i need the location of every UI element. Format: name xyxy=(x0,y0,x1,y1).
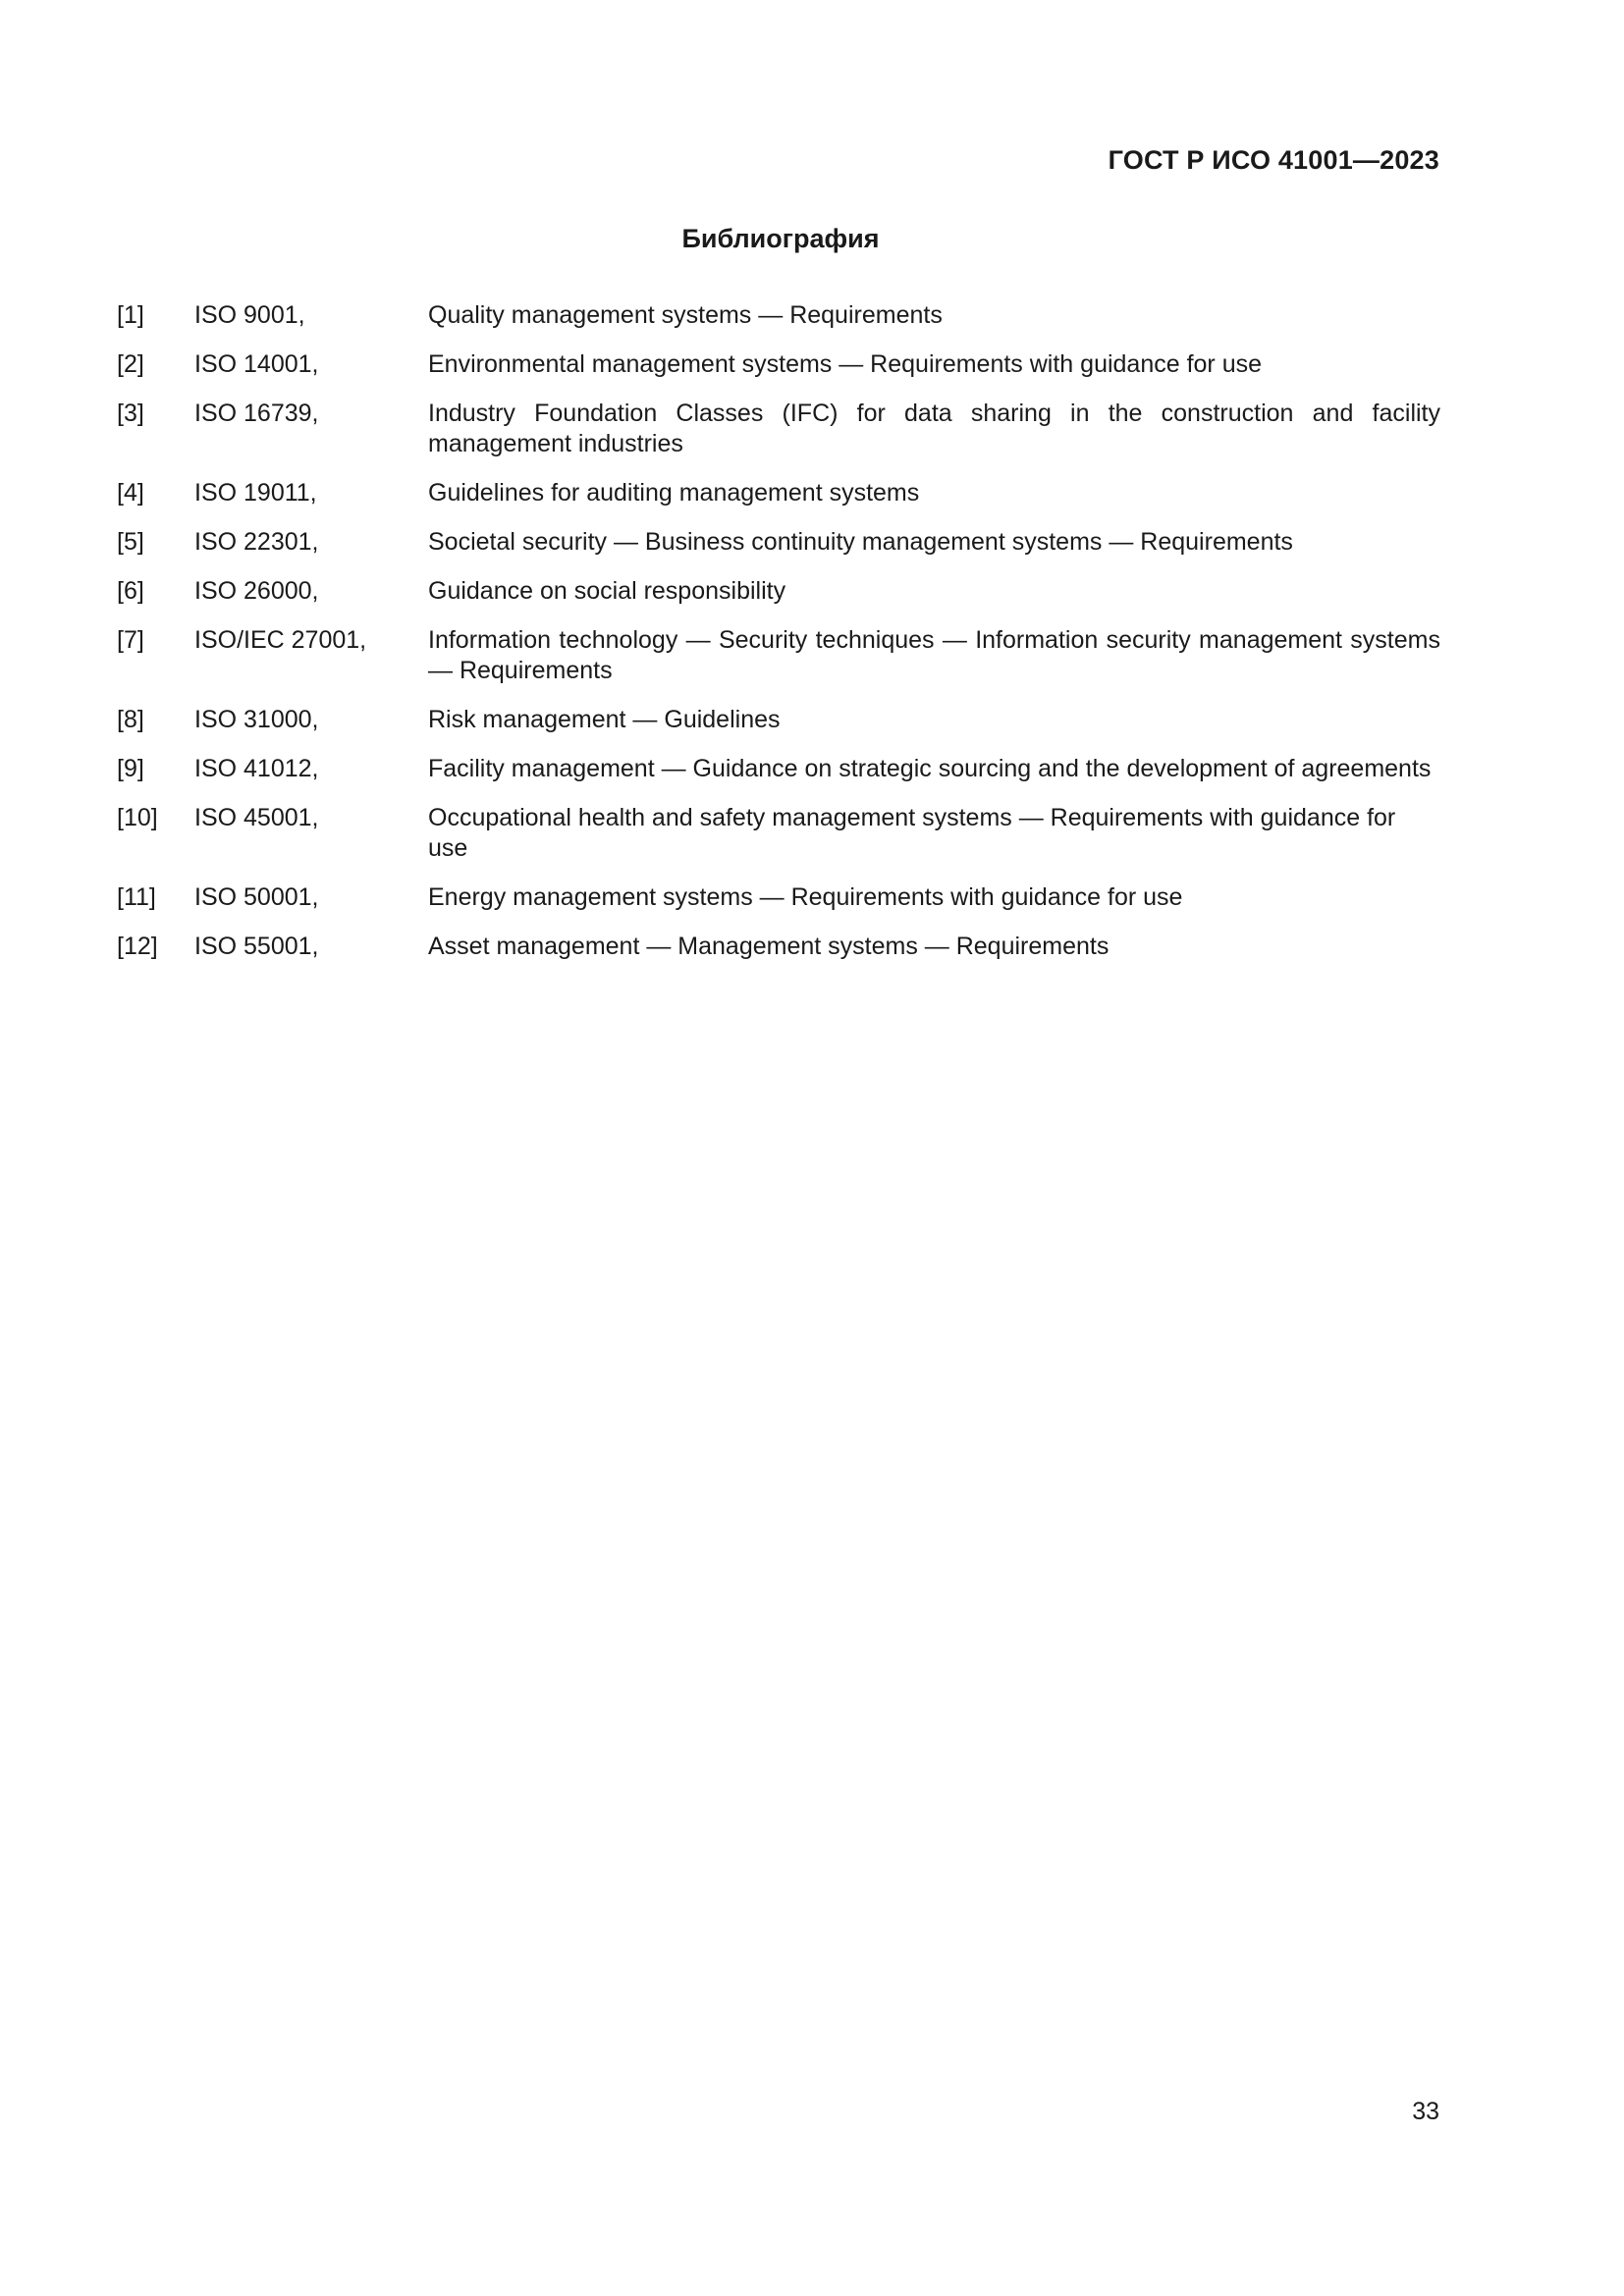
entry-title: Facility management — Guidance on strategic sourcing and the development of agreements xyxy=(428,755,1432,782)
bibliography-entry-11 xyxy=(117,882,1440,913)
entry-number: [8] xyxy=(117,706,144,733)
entry-standard: ISO 16739, xyxy=(194,400,319,427)
entry-title: Asset management — Management systems — Requirements xyxy=(428,933,1110,960)
entry-title: Societal security — Business continuity management systems — Requirements xyxy=(428,528,1293,556)
entry-number: [6] xyxy=(117,577,144,605)
entry-number: [10] xyxy=(117,804,158,831)
entry-title: Guidelines for auditing management systems xyxy=(428,479,920,507)
entry-number: [5] xyxy=(117,528,144,556)
entry-title: Guidance on social responsibility xyxy=(428,577,786,605)
bibliography-entry-10 xyxy=(117,803,1440,864)
bibliography-entry-4 xyxy=(117,478,1440,508)
entry-standard: ISO 26000, xyxy=(194,577,319,605)
bibliography-entry-5 xyxy=(117,527,1440,558)
document-code-header: ГОСТ Р ИСО 41001—2023 xyxy=(1108,145,1439,175)
page-number: 33 xyxy=(1412,2098,1439,2125)
entry-number: [11] xyxy=(117,883,156,911)
bibliography-entry-2 xyxy=(117,349,1440,380)
entry-title: Environmental management systems — Requirements with guidance for use xyxy=(428,350,1263,378)
entry-number: [4] xyxy=(117,479,144,507)
entry-standard: ISO/IEC 27001, xyxy=(194,626,367,654)
entry-number: [1] xyxy=(117,301,144,329)
bibliography-entry-8 xyxy=(117,705,1440,735)
bibliography-entry-3 xyxy=(117,399,1440,459)
entry-standard: ISO 45001, xyxy=(194,804,319,831)
section-title: Библиография xyxy=(681,224,880,253)
entry-number: [12] xyxy=(117,933,158,960)
entry-standard: ISO 31000, xyxy=(194,706,319,733)
entry-title: Information technology — Security techniques — Information security management systems — Requirements xyxy=(428,626,1440,684)
entry-standard: ISO 50001, xyxy=(194,883,319,911)
entry-number: [9] xyxy=(117,755,144,782)
bibliography-entry-9 xyxy=(117,754,1440,784)
entry-title: Risk management — Guidelines xyxy=(428,706,781,733)
entry-number: [3] xyxy=(117,400,144,427)
entry-standard: ISO 9001, xyxy=(194,301,305,329)
entry-standard: ISO 19011, xyxy=(194,479,317,507)
entry-title: Industry Foundation Classes (IFC) for data sharing in the construction and facility management industries xyxy=(428,400,1440,457)
entry-standard: ISO 14001, xyxy=(194,350,319,378)
entry-standard: ISO 22301, xyxy=(194,528,319,556)
bibliography-entry-7 xyxy=(117,625,1440,686)
bibliography-entry-6 xyxy=(117,576,1440,607)
entry-number: [2] xyxy=(117,350,144,378)
bibliography-entry-1 xyxy=(117,300,1440,331)
entry-standard: ISO 41012, xyxy=(194,755,319,782)
entry-title: Quality management systems — Requirements xyxy=(428,301,943,329)
entry-title: Occupational health and safety management systems — Requirements with guidance for use xyxy=(428,804,1396,862)
entry-number: [7] xyxy=(117,626,144,654)
entry-standard: ISO 55001, xyxy=(194,933,319,960)
bibliography-entry-12 xyxy=(117,932,1440,962)
bibliography-list xyxy=(117,300,1440,981)
entry-title: Energy management systems — Requirements with guidance for use xyxy=(428,883,1183,911)
